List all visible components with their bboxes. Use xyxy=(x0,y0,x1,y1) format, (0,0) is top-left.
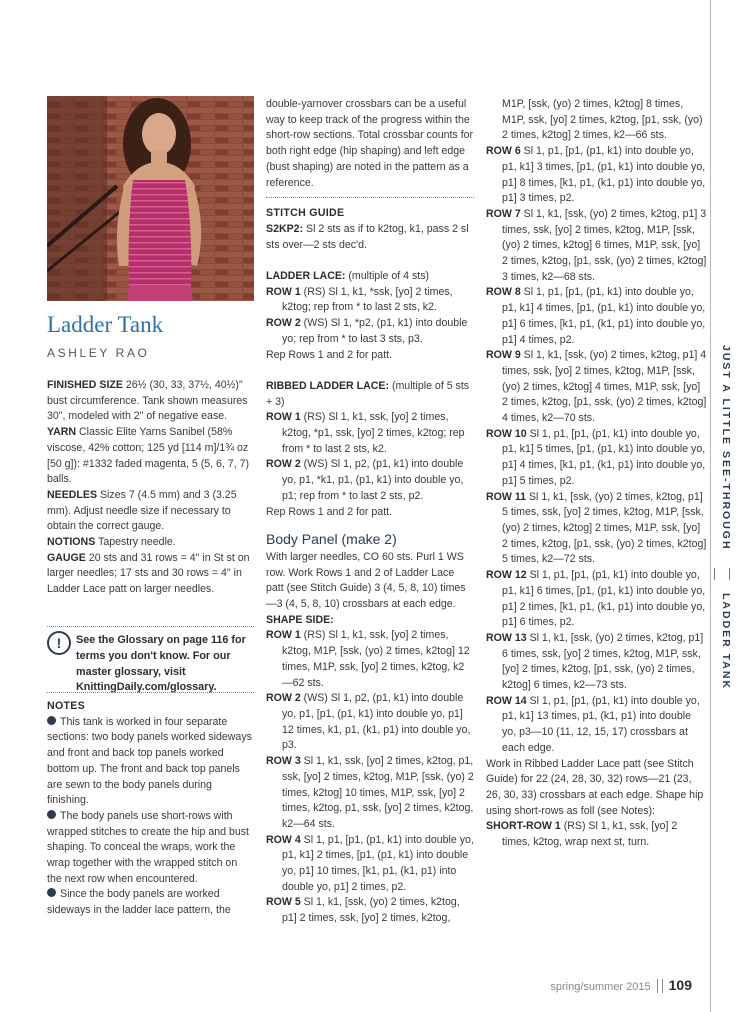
notions-info: NOTIONS Tapestry needle. xyxy=(47,536,176,549)
instructions-column xyxy=(486,97,708,851)
pattern-row: ROW 9 Sl 1, k1, [ssk, (yo) 2 times, k2tog, p1] 4 times, ssk, [yo] 2 times, k2tog, M1P, [ssk, (yo) 2 times, k2tog] 4 times, M1P, ssk, [yo] 2 times, k2tog, [p1, ssk, (yo) 2 times, k2tog] 4 times, k2—70 sts. xyxy=(486,349,707,425)
pattern-row: ROW 12 Sl 1, p1, [p1, (p1, k1) into double yo, p1, k1] 6 times, [p1, (p1, k1) into double yo, p1] 2 times, [k1, p1, (k1, p1) into double yo, p1] 6 times, p2. xyxy=(486,569,706,629)
pattern-row: ROW 5 Sl 1, k1, [ssk, (yo) 2 times, k2tog, p1] 2 times, ssk, [yo] 2 times, k2tog, xyxy=(266,896,460,925)
note-item: The body panels use short-rows with wrapped stitches to create the hip and bust shaping. To conceal the wraps, work the wrap together with the wrapped stitch on the next row when encountered. xyxy=(47,809,249,885)
divider xyxy=(266,197,474,198)
yarn-info: YARN Classic Elite Yarns Sanibel (58% viscose, 42% cotton; 125 yd [114 m]/1¾ oz [50 g]): #1332 faded magenta, 5 (5, 6, 7, 7) balls. xyxy=(47,426,250,486)
gauge-info: GAUGE 20 sts and 31 rows = 4" in St st on larger needles; 17 sts and 30 rows = 4" in Ladder Lace patt on larger needles. xyxy=(47,551,250,596)
footer-separator xyxy=(657,979,663,993)
note-item: This tank is worked in four separate sections: two body panels worked sideways and front and back top panels worked bottom up. The front and back top panels are sewn to the body panels during finishing. xyxy=(47,715,252,807)
pattern-row: ROW 1 (RS) Sl 1, k1, *ssk, [yo] 2 times, k2tog; rep from * to last 2 sts, k2. xyxy=(266,285,453,314)
notes-section xyxy=(47,692,254,919)
repeat-note: Rep Rows 1 and 2 for patt. xyxy=(266,348,393,361)
glossary-text: See the Glossary on page 116 for terms you don't know. For our master glossary, visit KnittingDaily.com/glossary. xyxy=(76,634,246,694)
sidebar-separator xyxy=(714,568,730,580)
s2kp2-definition: S2KP2: Sl 2 sts as if to k2tog, k1, pass 2 sl sts over—2 sts dec'd. xyxy=(266,222,469,251)
body-intro: With larger needles, CO 60 sts. Purl 1 WS row. Work Rows 1 and 2 of Ladder Lace patt (see Stitch Guide) 3 (4, 5, 8, 10) times—3 (4, 5, 8, 10) crossbars at each edge. SHAPE SIDE: xyxy=(266,550,466,626)
short-row: SHORT-ROW 1 (RS) Sl 1, k1, ssk, [yo] 2 times, k2tog, wrap next st, turn. xyxy=(486,820,678,849)
sidebar-rule xyxy=(710,0,711,1012)
body-panel-heading: Body Panel (make 2) xyxy=(266,531,397,548)
ribbed-lace-heading: RIBBED LADDER LACE: (multiple of 5 sts + 3) xyxy=(266,379,470,408)
section-label: JUST A LITTLE SEE-THROUGH xyxy=(720,345,732,551)
stitch-guide-heading: STITCH GUIDE xyxy=(266,207,345,220)
pattern-row: ROW 1 (RS) Sl 1, k1, ssk, [yo] 2 times, k2tog, *p1, ssk, [yo] 2 times, k2tog; rep from * to last 2 sts, k2. xyxy=(266,411,465,455)
issue-label: spring/summer 2015 xyxy=(550,981,651,993)
repeat-note: Rep Rows 1 and 2 for patt. xyxy=(266,505,393,518)
pattern-row: ROW 8 Sl 1, p1, [p1, (p1, k1) into double yo, p1, k1] 4 times, [p1, (p1, k1) into double yo, p1] 6 times, [k1, p1, (k1, p1) into double yo, p1] 4 times, p2. xyxy=(486,286,706,346)
pattern-row: ROW 4 Sl 1, p1, [p1, (p1, k1) into double yo, p1, k1] 2 times, [p1, (p1, k1) into double yo, p1] 10 times, [k1, p1, (k1, p1) into double yo, p1] 2 times, p2. xyxy=(266,833,474,893)
divider xyxy=(47,692,254,693)
model-photo xyxy=(47,96,254,301)
page-number: 109 xyxy=(668,977,692,993)
stitch-guide-column xyxy=(266,97,474,927)
note-item: Since the body panels are worked sideways in the ladder lace pattern, the xyxy=(47,888,231,917)
pattern-row: ROW 2 (WS) Sl 1, *p2, (p1, k1) into double yo; rep from * to last 3 sts, p3. xyxy=(266,317,468,345)
pattern-row: ROW 7 Sl 1, k1, [ssk, (yo) 2 times, k2tog, p1] 3 times, ssk, [yo] 2 times, k2tog, M1P, [ssk, (yo) 2 times, k2tog] 6 times, M1P, ssk, [yo] 2 times, k2tog, [p1, ssk, (yo) 2 times, k2tog] 3 times, k2—68 sts. xyxy=(486,207,707,283)
pattern-row: ROW 2 (WS) Sl 1, p2, (p1, k1) into double yo, p1, *k1, p1, (p1, k1) into double yo, p1; rep from * to last 2 sts, p2. xyxy=(266,458,464,502)
divider xyxy=(47,626,254,627)
ribbed-section-paragraph: Work in Ribbed Ladder Lace patt (see Stitch Guide) for 22 (24, 28, 30, 32) rows—21 (23, 26, 30, 33) crossbars at each edge. Shape hip using short-rows as foll (see Notes): xyxy=(486,757,704,817)
pattern-row: ROW 1 (RS) Sl 1, k1, ssk, [yo] 2 times, k2tog, M1P, [ssk, (yo) 2 times, k2tog] 12 times, M1P, ssk, [yo] 2 times, k2tog, k2—62 sts. xyxy=(266,629,470,689)
pattern-row: ROW 3 Sl 1, k1, ssk, [yo] 2 times, k2tog, p1, ssk, [yo] 2 times, k2tog, M1P, [ssk, (yo) 2 times, k2tog] 10 times, M1P, ssk, [yo] 2 times, k2tog, p1, ssk, [yo] 2 times, k2tog, k2—64 sts. xyxy=(266,755,474,830)
pattern-row: ROW 14 Sl 1, p1, [p1, (p1, k1) into double yo, p1, k1] 13 times, p1, (k1, p1) into double yo, p3—10 (11, 12, 15, 17) crossbars at each edge. xyxy=(486,694,700,754)
pattern-row: ROW 11 Sl 1, k1, [ssk, (yo) 2 times, k2tog, p1] 5 times, ssk, [yo] 2 times, k2tog, M1P, [ssk, (yo) 2 times, k2tog] 2 times, M1P, ssk, [yo] 2 times, k2tog, [p1, ssk, (yo) 2 times, k2tog] 5 times, k2—72 sts. xyxy=(486,490,707,566)
continued-row: M1P, [ssk, (yo) 2 times, k2tog] 8 times, M1P, ssk, [yo] 2 times, k2tog, [p1, ssk, (yo) 2 times, k2tog] 2 times, k2—66 sts. xyxy=(502,98,703,142)
finished-size: FINISHED SIZE 26½ (30, 33, 37½, 40½)" bust circumference. Tank shown measures 30", modeled with 2" of negative ease. xyxy=(47,379,248,423)
bullet-icon xyxy=(47,810,56,819)
pattern-row: ROW 10 Sl 1, p1, [p1, (p1, k1) into double yo, p1, k1] 5 times, [p1, (p1, k1) into double yo, p1] 4 times, [k1, p1, (k1, p1) into double yo, p1] 5 times, p2. xyxy=(486,427,706,487)
notes-heading: NOTES xyxy=(47,700,85,712)
intro-paragraph: double-yarnover crossbars can be a useful way to keep track of the progress within the short-row sections. Total crossbar counts for both right edge (hip shaping) and left edge (bust shaping) are noted in the pattern as a reference. xyxy=(266,98,474,189)
page-footer xyxy=(550,977,692,993)
bullet-icon xyxy=(47,716,56,725)
ladder-lace-heading: LADDER LACE: (multiple of 4 sts) xyxy=(266,270,430,283)
needles-info: NEEDLES Sizes 7 (4.5 mm) and 3 (3.25 mm). Adjust needle size if necessary to obtain the correct gauge. xyxy=(47,488,237,533)
designer-name: ASHLEY RAO xyxy=(47,346,150,360)
exclamation-icon: ! xyxy=(47,631,71,655)
pattern-row: ROW 6 Sl 1, p1, [p1, (p1, k1) into double yo, p1, k1] 3 times, [p1, (p1, k1) into double yo, p1] 8 times, [k1, p1, (k1, p1) into double yo, p1] 3 times, p2. xyxy=(486,145,706,205)
materials-column xyxy=(47,378,254,598)
pattern-title: Ladder Tank xyxy=(47,312,164,337)
glossary-callout xyxy=(47,626,254,696)
pattern-row: ROW 2 (WS) Sl 1, p2, (p1, k1) into double yo, p1, [p1, (p1, k1) into double yo, p1] 12 times, k1, p1, (k1, p1) into double yo, p3. xyxy=(266,692,471,752)
article-label: LADDER TANK xyxy=(720,593,732,691)
pattern-row: ROW 13 Sl 1, k1, [ssk, (yo) 2 times, k2tog, p1] 6 times, ssk, [yo] 2 times, k2tog, M1P, ssk, [yo] 2 times, k2tog, [p1, ssk, (yo) 2 times, k2tog] 6 times, k2—73 sts. xyxy=(486,631,704,692)
bullet-icon xyxy=(47,888,56,897)
